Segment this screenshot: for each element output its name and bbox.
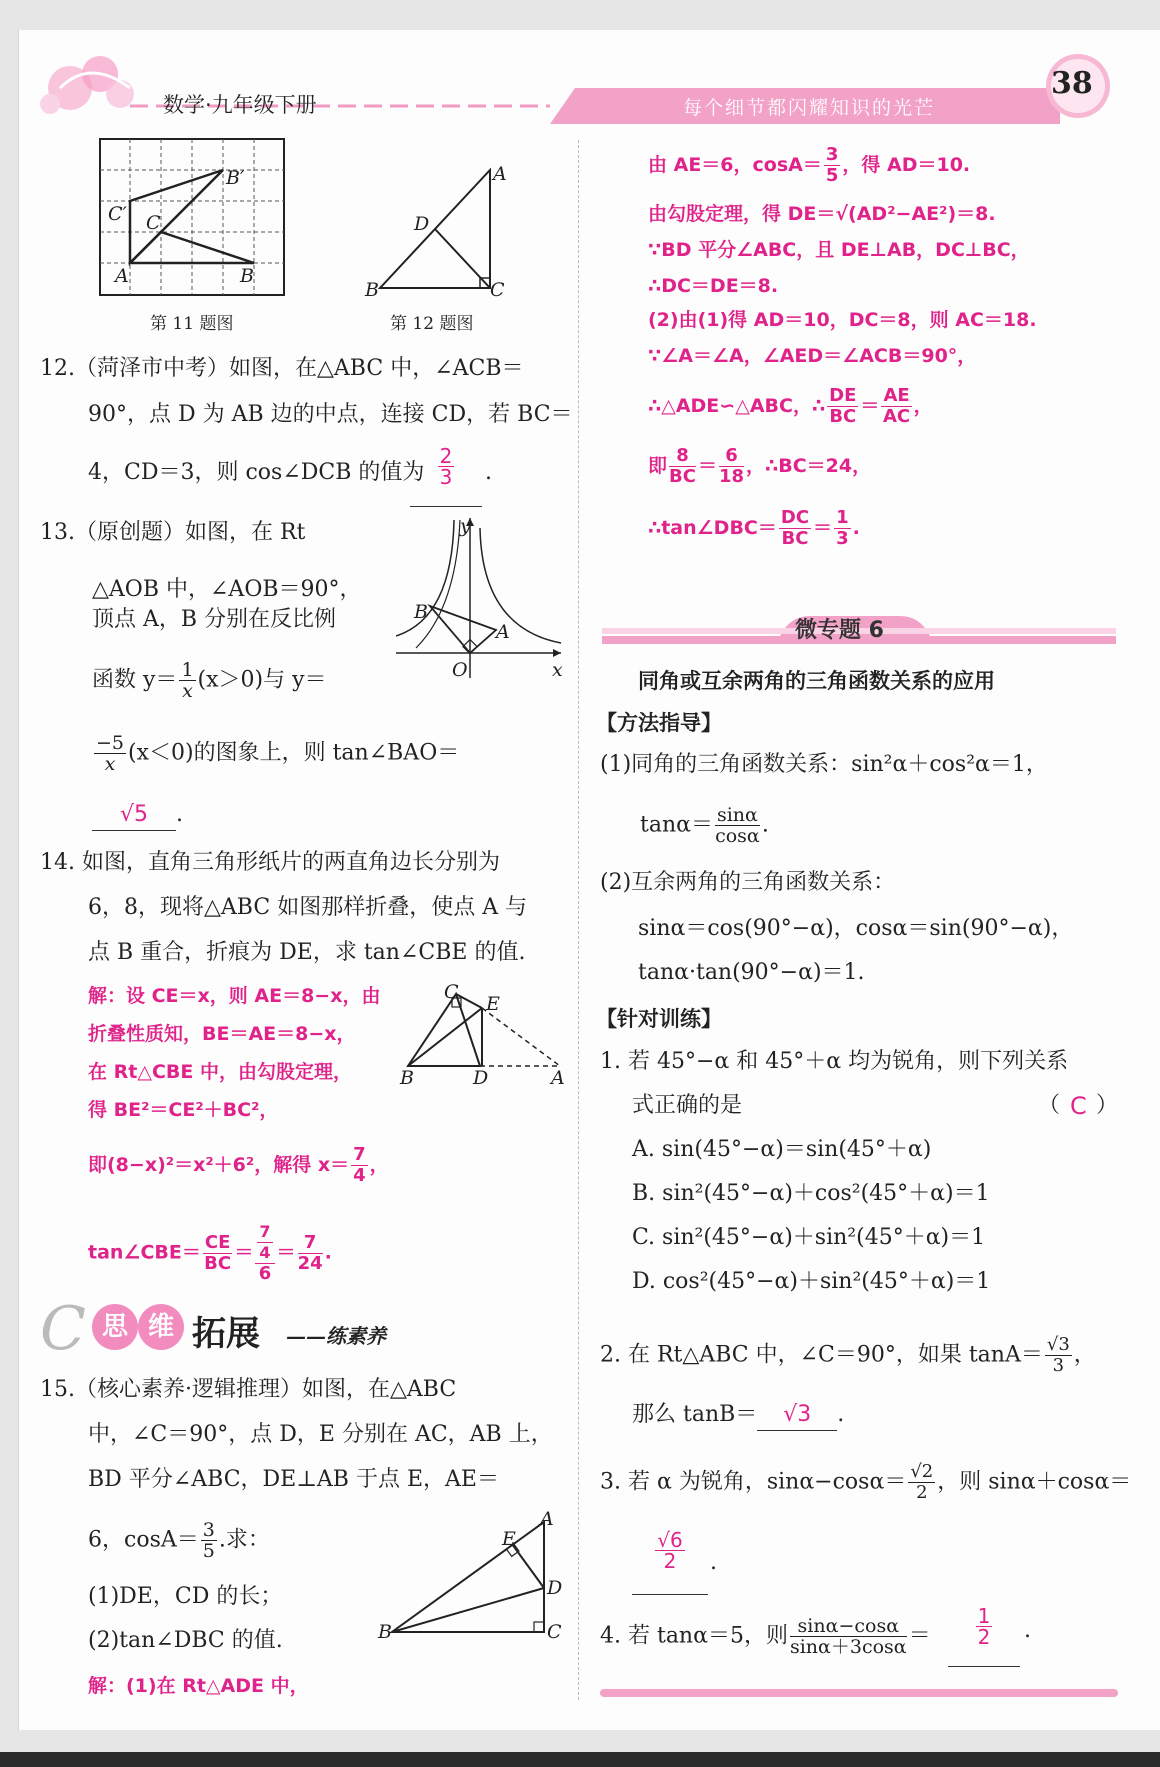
q14-sol6-f2-num-top: 7 xyxy=(259,1222,271,1241)
q15-line3: BD 平分∠ABC，DE⊥AB 于点 E，AE＝ xyxy=(88,1467,499,1492)
q14-sol6-f2-den: 6 xyxy=(258,1263,272,1284)
p4-ans-den: 2 xyxy=(977,1625,991,1649)
q13-line4-den: x xyxy=(182,680,193,702)
q15r-r9-f2-num: 1 xyxy=(836,507,849,528)
p1-option-a[interactable]: A. sin(45°−α)＝sin(45°＋α) xyxy=(632,1137,932,1162)
section-c-char3: 拓展 xyxy=(192,1314,260,1354)
column-divider xyxy=(578,140,579,1700)
fig11-label-c: C xyxy=(146,212,161,234)
q15r-r5: (2)由(1)得 AD＝10，DC＝8，则 AC＝18. xyxy=(648,309,1037,331)
p3-line1 xyxy=(600,1462,1131,1503)
slogan: 每个细节都闪耀知识的光芒 xyxy=(683,97,936,119)
p4-answer-blank xyxy=(948,1606,1020,1667)
fig11-label-a: A xyxy=(115,265,129,287)
p2-num: √3 xyxy=(1046,1334,1070,1355)
q14-sol6-f1-num: CE xyxy=(204,1231,231,1253)
q13-line4-a: 函数 y＝ xyxy=(92,667,178,693)
bottom-bar xyxy=(0,1752,1160,1767)
q15-line2: 中，∠C＝90°，点 D，E 分别在 AC，AB 上， xyxy=(88,1422,553,1447)
q12-end: . xyxy=(485,460,492,485)
p1-option-d[interactable]: D. cos²(45°−α)＋sin²(45°＋α)＝1 xyxy=(632,1269,991,1294)
q15r-r6: ∵∠A＝∠A，∠AED＝∠ACB＝90°， xyxy=(648,345,977,367)
p2-l2: 那么 tanB＝ xyxy=(632,1402,758,1427)
method-1b-num: sinα xyxy=(716,804,758,826)
p1-line2: 式正确的是 xyxy=(632,1093,743,1118)
q15r-r7-eq: ＝ xyxy=(860,395,880,417)
q12-answer-blank xyxy=(410,446,482,507)
q14-sol6-eq1: ＝ xyxy=(234,1241,254,1264)
fig13-label-a: A xyxy=(496,621,510,643)
section-c-letter: C xyxy=(40,1294,86,1364)
section-c-subtitle: ——练素养 xyxy=(286,1324,386,1348)
q13-line4-b: (x＞0)与 y＝ xyxy=(197,667,327,693)
p4-eq: ＝ xyxy=(908,1623,931,1649)
p4-num: sinα−cosα xyxy=(790,1616,907,1637)
q15r-r8-f2-den: 18 xyxy=(718,466,745,487)
book-title: 数学·九年级下册 xyxy=(163,93,317,117)
p2-end2: . xyxy=(837,1402,845,1427)
q14-sol6-f3-den: 24 xyxy=(297,1252,323,1274)
fig11-label-bprime: B′ xyxy=(226,167,245,189)
q15r-r7-f2-num: AE xyxy=(883,385,910,406)
p1-option-b[interactable]: B. sin²(45°−α)＋cos²(45°＋α)＝1 xyxy=(632,1181,990,1206)
q14-sol1: 解：设 CE＝x，则 AE＝8−x，由 xyxy=(88,985,381,1007)
q15r-r8 xyxy=(648,446,871,487)
fig12-caption: 第 12 题图 xyxy=(390,314,474,334)
q13-line3: 顶点 A，B 分别在反比例 xyxy=(92,607,337,632)
q15r-r9 xyxy=(648,508,860,549)
method-1: (1)同角的三角函数关系：sin²α＋cos²α＝1， xyxy=(600,752,1048,777)
q15r-r7-f1-num: DE xyxy=(829,385,857,406)
section-c-banner xyxy=(40,1294,460,1364)
q15r-r1-num: 3 xyxy=(825,144,839,165)
q15r-r1-b: ，得 AD＝10. xyxy=(842,154,971,176)
q13-answer-blank xyxy=(92,800,183,831)
q13-answer: √5 xyxy=(92,800,176,831)
fig14-label-e: E xyxy=(486,993,500,1015)
page-number: 38 xyxy=(1051,66,1093,101)
p3-answer-blank xyxy=(632,1530,708,1595)
q14-sol5 xyxy=(88,1145,389,1186)
q15-line4-a: 6，cosA＝ xyxy=(88,1527,199,1553)
fig15-label-b: B xyxy=(378,1621,392,1643)
p2-a: 2. 在 Rt△ABC 中，∠C＝90°，如果 tanA＝ xyxy=(600,1342,1043,1368)
method-1b-den: cosα xyxy=(715,825,760,847)
fig14-label-d: D xyxy=(473,1067,489,1089)
q12-answer-num: 2 xyxy=(439,444,453,468)
p4-a: 4. 若 tanα＝5，则 xyxy=(600,1623,788,1649)
practice-heading: 【针对训练】 xyxy=(596,1007,722,1031)
q15r-r8-eq: ＝ xyxy=(697,455,717,477)
q15-part1: (1)DE，CD 的长； xyxy=(88,1584,283,1609)
method-2: (2)互余两角的三角函数关系： xyxy=(600,870,896,895)
q13-line5 xyxy=(92,733,459,774)
fig13-label-o: O xyxy=(452,659,468,681)
fig14-label-c: C xyxy=(444,981,459,1003)
q15r-r7-a: ∴△ADE∽△ABC，∴ xyxy=(648,395,826,417)
q15-line4-den: 5 xyxy=(202,1540,215,1562)
q12-line3: 4，CD＝3，则 cos∠DCB 的值为 xyxy=(88,460,425,485)
p1-answer: C xyxy=(1070,1092,1087,1120)
p3-end: . xyxy=(710,1550,717,1575)
fig14-label-b: B xyxy=(400,1067,414,1089)
p2-line1 xyxy=(600,1335,1096,1376)
fig15-label-c: C xyxy=(547,1621,562,1643)
flower-ornament-icon xyxy=(40,56,134,114)
q15r-r7-f1-den: BC xyxy=(829,406,857,427)
fig12-label-c: C xyxy=(490,279,505,301)
method-heading: 【方法指导】 xyxy=(596,711,722,735)
q14-sol6 xyxy=(88,1222,332,1284)
fig13-label-x: x xyxy=(552,659,563,681)
method-1b-a: tanα＝ xyxy=(640,812,713,838)
q13-line2: △AOB 中，∠AOB＝90°， xyxy=(92,577,362,602)
q13-line5-num: −5 xyxy=(96,732,125,754)
p3-a: 3. 若 α 为锐角，sinα−cosα＝ xyxy=(600,1469,907,1495)
p3-den: 2 xyxy=(916,1482,928,1503)
q15r-r1 xyxy=(648,145,970,186)
fig11-label-cprime: C′ xyxy=(108,203,127,225)
method-1b-end: . xyxy=(761,812,769,838)
p3-b: ，则 sinα＋cosα＝ xyxy=(937,1469,1132,1495)
fig12-label-b: B xyxy=(365,279,379,301)
fig11-caption: 第 11 题图 xyxy=(150,314,234,334)
fig12-label-d: D xyxy=(414,213,430,235)
q15r-r8-f1-num: 8 xyxy=(669,446,696,467)
topic-label: 微专题 6 xyxy=(795,618,884,643)
q13-line5-den: x xyxy=(104,753,116,775)
fig15-label-e: E xyxy=(502,1528,516,1550)
q14-sol5-a: 即(8−x)²＝x²＋6²，解得 x＝ xyxy=(88,1154,350,1176)
q14-sol5-end: ， xyxy=(369,1154,389,1176)
q13-end: . xyxy=(176,802,183,827)
q14-sol6-f2-num-bot: 4 xyxy=(259,1243,271,1262)
q14-sol5-num: 7 xyxy=(353,1144,366,1165)
q12-line1: 12.（菏泽市中考）如图，在△ABC 中，∠ACB＝ xyxy=(40,356,524,381)
q15r-r1-a: 由 AE＝6，cosA＝ xyxy=(648,154,822,176)
topic-bottom-rule xyxy=(600,1686,1120,1700)
q14-sol6-a: tan∠CBE＝ xyxy=(88,1241,201,1264)
figure-15 xyxy=(388,1520,568,1640)
fig13-label-y: y xyxy=(460,515,471,537)
q15r-r8-b: ，∴BC＝24， xyxy=(746,455,872,477)
q12-answer-den: 3 xyxy=(439,465,453,489)
q15-part2: (2)tan∠DBC 的值. xyxy=(88,1628,283,1653)
q15r-r9-a: ∴tan∠DBC＝ xyxy=(648,517,777,539)
q14-line1: 14. 如图，直角三角形纸片的两直角边长分别为 xyxy=(40,850,500,875)
method-1b xyxy=(640,805,769,846)
p1-paren-left: （ xyxy=(1038,1093,1061,1118)
q15r-r7-f2-den: AC xyxy=(882,406,911,427)
q14-sol5-den: 4 xyxy=(353,1165,366,1186)
q15-line4-num: 3 xyxy=(202,1519,215,1541)
fig13-label-b: B xyxy=(414,601,428,623)
q15r-r9-end: . xyxy=(852,517,860,539)
p3-num: √2 xyxy=(910,1461,934,1482)
p4-line1 xyxy=(600,1616,931,1657)
fig15-label-d: D xyxy=(547,1577,563,1599)
q15r-r2: 由勾股定理，得 DE＝√(AD²−AE²)＝8. xyxy=(648,203,996,225)
p4-ans-num: 1 xyxy=(977,1604,991,1628)
p2-den: 3 xyxy=(1052,1355,1065,1376)
q15r-r9-f1-num: DC xyxy=(780,507,810,528)
q13-line4-num: 1 xyxy=(181,659,194,681)
q15-line1: 15.（核心素养·逻辑推理）如图，在△ABC xyxy=(40,1377,457,1402)
p4-den: sinα＋3cosα xyxy=(789,1636,907,1658)
fig15-label-a: A xyxy=(540,1508,554,1530)
figure-14 xyxy=(400,990,565,1070)
q15r-r9-f2-den: 3 xyxy=(836,528,849,549)
q15r-r9-eq: ＝ xyxy=(813,517,833,539)
q14-sol2: 折叠性质知，BE＝AE＝8−x， xyxy=(88,1023,356,1045)
q15r-r7-end: ， xyxy=(913,395,933,417)
q13-line4 xyxy=(92,660,327,701)
method-4: tanα·tan(90°−α)＝1. xyxy=(638,960,865,985)
q14-sol6-end: . xyxy=(324,1241,332,1264)
q15r-r8-f1-den: BC xyxy=(669,466,696,487)
q15r-r1-den: 5 xyxy=(825,165,839,186)
q15r-r8-f2-num: 6 xyxy=(719,446,744,467)
q15r-r8-a: 即 xyxy=(648,455,668,477)
p1-paren-right: ） xyxy=(1096,1093,1119,1118)
q13-line1: 13.（原创题）如图，在 Rt xyxy=(40,520,306,545)
q15-line4 xyxy=(88,1520,270,1561)
p2-line2 xyxy=(632,1400,844,1431)
section-c-char1: 思 xyxy=(92,1304,138,1350)
fig14-label-a: A xyxy=(551,1067,565,1089)
p3-ans-num: √6 xyxy=(657,1528,683,1552)
q14-sol6-f1-den: BC xyxy=(204,1252,232,1274)
q13-line5-b: (x＜0)的图象上，则 tan∠BAO＝ xyxy=(128,740,460,766)
topic-title: 同角或互余两角的三角函数关系的应用 xyxy=(638,669,995,693)
p2-end: ， xyxy=(1073,1342,1096,1368)
q15r-r4: ∴DC＝DE＝8. xyxy=(648,275,779,297)
q15r-r9-f1-den: BC xyxy=(781,528,809,549)
q15r-r7 xyxy=(648,386,933,427)
q15-sol1: 解：(1)在 Rt△ADE 中， xyxy=(88,1675,309,1697)
p1-line1: 1. 若 45°−α 和 45°＋α 均为锐角，则下列关系 xyxy=(600,1049,1069,1074)
p1-option-c[interactable]: C. sin²(45°−α)＋sin²(45°＋α)＝1 xyxy=(632,1225,986,1250)
q14-sol6-f3-num: 7 xyxy=(298,1233,323,1254)
q14-line2: 6，8，现将△ABC 如图那样折叠，使点 A 与 xyxy=(88,895,528,920)
method-3: sinα＝cos(90°−α)，cosα＝sin(90°−α)， xyxy=(638,916,1074,941)
p4-end: . xyxy=(1024,1618,1031,1643)
q14-sol3: 在 Rt△CBE 中，由勾股定理， xyxy=(88,1061,352,1083)
p2-answer: √3 xyxy=(757,1400,837,1431)
fig11-label-b: B xyxy=(240,265,254,287)
q15r-r3: ∵BD 平分∠ABC，且 DE⊥AB，DC⊥BC， xyxy=(648,239,1030,261)
p3-ans-den: 2 xyxy=(663,1549,677,1573)
q14-sol4: 得 BE²＝CE²＋BC²， xyxy=(88,1099,279,1121)
figure-12 xyxy=(370,160,510,300)
q15-line4-b: .求： xyxy=(218,1527,270,1553)
q14-line3: 点 B 重合，折痕为 DE，求 tan∠CBE 的值. xyxy=(88,940,526,965)
section-c-char2: 维 xyxy=(138,1304,184,1350)
q14-sol6-eq2: ＝ xyxy=(276,1241,296,1264)
fig12-label-a: A xyxy=(493,163,507,185)
q12-line2: 90°，点 D 为 AB 边的中点，连接 CD，若 BC＝ xyxy=(88,402,573,427)
